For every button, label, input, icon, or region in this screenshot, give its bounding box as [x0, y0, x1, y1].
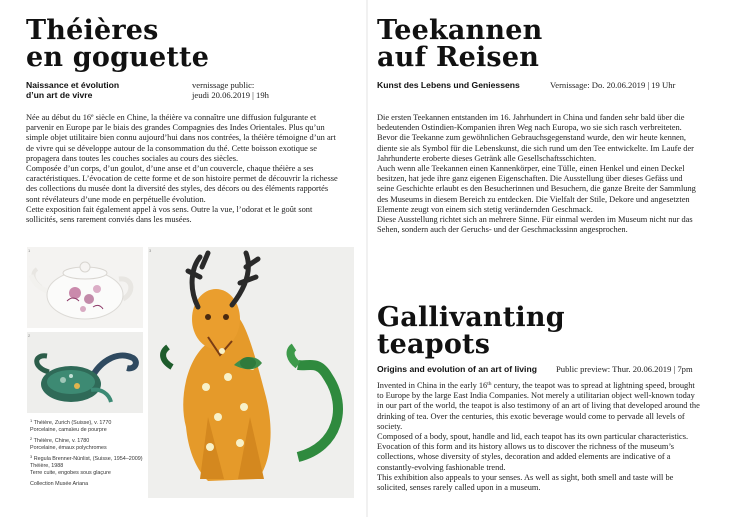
body-de-paragraph-2: Auch wenn alle Teekannen einen Kannenkörper, eine Tülle, einen Henkel und einen Deckel besitzen, hat jede ihre ganz eigenen Eigenschaften. Die Ausstellung über dieses Gefäss und seine Geschichte erlaubt es den Besucherinnen und Besuchern, die ganze Breite der Sammlung des Museums in diesem Bereich zu entdecken. Die Vielfalt der Stile, Dekore und angesetzten Elemente zeugt von einem sich stetig verändernden Geschmack.	[377, 164, 696, 214]
body-de	[377, 113, 699, 235]
title-fr-line-1: Théières	[26, 15, 159, 46]
caption-2-line-1: $^2$ Théière, Chine, v. 1780	[30, 436, 90, 444]
title-en-line-2: teapots	[377, 329, 491, 360]
subtitle-de-text: Kunst des Lebens und Geniessens	[377, 80, 520, 90]
figure-number-1: 1	[28, 248, 31, 253]
page-german-english	[369, 0, 730, 517]
teapot-deer-illustration	[148, 247, 354, 498]
photo-captions	[30, 418, 143, 492]
body-en	[377, 381, 703, 493]
page-divider	[366, 0, 368, 517]
body-en-paragraph-1: Invented in China in the early 16th century, the teapot was to spread at lightning speed, brought to Europe by the large East India Companies. Not merely a utilitarian object well-known today in our part of the world, the teapot is also testimony of an art of living that developed around the drinking of tea. Over the centuries, this exotic beverage would come to pervade all levels of society.	[377, 381, 700, 431]
subtitle-en-text: Origins and evolution of an art of living	[377, 364, 537, 374]
subtitle-fr	[26, 80, 119, 100]
title-de	[377, 17, 542, 71]
teapot-china-illustration	[27, 332, 143, 413]
subtitle-en	[377, 364, 537, 374]
preview-de	[550, 80, 675, 90]
preview-fr-line-2: jeudi 20.06.2019 | 19h	[192, 90, 269, 100]
photo-teapot-deer	[148, 247, 354, 498]
body-en-paragraph-2: Composed of a body, spout, handle and lid, each teapot has its own particular characteristics. Evocation of this form and its history allows us to discover the richness of the museum’s collections, whose diversity of styles, decoration and added elements are indicative of a constantly-evolving fashionable trend.	[377, 432, 689, 472]
figure-number-2: 2	[28, 333, 31, 338]
caption-3-line-3: Terre cuite, engobes sous glaçure	[30, 470, 111, 476]
preview-en-text: Public preview: Thur. 20.06.2019 | 7pm	[556, 364, 693, 374]
preview-fr	[192, 80, 269, 100]
title-fr	[26, 17, 209, 71]
subtitle-de	[377, 80, 520, 90]
caption-2-line-2: Porcelaine, émaux polychromes	[30, 445, 107, 451]
body-fr	[26, 113, 342, 225]
preview-en	[556, 364, 693, 374]
caption-3	[30, 454, 143, 477]
body-de-paragraph-3: Diese Ausstellung richtet sich an mehrere Sinne. Für einmal werden im Museum nicht nur das Sehen, sondern auch der Geruchs- und der Geschmackssinn angesprochen.	[377, 215, 693, 235]
subtitle-fr-line-1: Naissance et évolution	[26, 80, 120, 90]
title-de-line-1: Teekannen	[377, 15, 543, 46]
caption-1-line-2: Porcelaine, camaïeu de pourpre	[30, 427, 107, 433]
title-de-line-2: auf Reisen	[377, 42, 540, 73]
body-en-paragraph-3: This exhibition also appeals to your senses. As well as sight, both smell and taste will be solicited, senses rarely called upon in a museum.	[377, 472, 674, 493]
title-en	[377, 304, 565, 358]
caption-1-line-1: $^1$ Théière, Zurich (Suisse), v. 1770	[30, 418, 112, 426]
teapot-zurich-illustration	[27, 247, 143, 328]
subtitle-fr-line-2: d’un art de vivre	[26, 90, 93, 100]
title-fr-line-2: en goguette	[26, 42, 210, 73]
caption-1	[30, 420, 140, 434]
photo-teapot-zurich	[27, 247, 143, 328]
body-fr-paragraph-3: Cette exposition fait également appel à vos sens. Outre la vue, l’odorat et le goût sont sollicités, sens rarement conviés dans les musées.	[26, 204, 313, 225]
body-fr-paragraph-1: Née au début du 16e siècle en Chine, la théière va connaître une diffusion fulgurante et parvenir en Europe par le biais des grandes Compagnies des Indes Orientales. Plus qu’un simple objet utilitaire bien connu aujourd’hui dans nos contrées, la théière témoigne d’un art de vivre qui se développe autour de la consommation du thé. Cette boisson exotique se propagera dans toutes les couches sociales au cours des siècles.	[26, 113, 336, 163]
caption-collection-line: Collection Musée Ariana	[30, 481, 89, 487]
preview-fr-line-1: vernissage public:	[192, 80, 255, 90]
title-en-line-1: Gallivanting	[377, 302, 565, 333]
photo-teapot-china	[27, 332, 143, 413]
caption-3-line-2: Théière, 1988	[30, 463, 64, 469]
figure-number-3: 3	[149, 248, 152, 253]
caption-collection	[30, 481, 140, 488]
preview-de-text: Vernissage: Do. 20.06.2019 | 19 Uhr	[550, 80, 676, 90]
caption-3-line-1: $^3$ Regula Brenner-Nünlist, (Suisse, 1954–2009)	[30, 454, 143, 462]
caption-2	[30, 438, 140, 452]
body-fr-paragraph-2: Composée d’un corps, d’un goulot, d’une anse et d’un couvercle, chaque théière a ses caractéristiques. L’évocation de cette forme et de son histoire permet de découvrir la richesse des collections du musée dont la diversité des styles, des décors ou des éléments rapportés sont révélateurs d’une mode en perpétuelle évolution.	[26, 164, 338, 204]
body-de-paragraph-1: Die ersten Teekannen entstanden im 16. Jahrhundert in China und fanden sehr bald über die bedeutenden Ostindien-Kompanien ihren Weg nach Europa, wo sie sich rasch verbreiteten. Bevor die Teekanne zum gewöhnlichen Gebrauchsgegenstand wurde, den wir heute kennen, diente sie als Symbol für die Lebenskunst, die sich rund um den Tee entwickelte. Im Laufe der Jahrhunderte eroberte dieses Getränk alle Gesellschaftsschichten.	[377, 113, 694, 163]
